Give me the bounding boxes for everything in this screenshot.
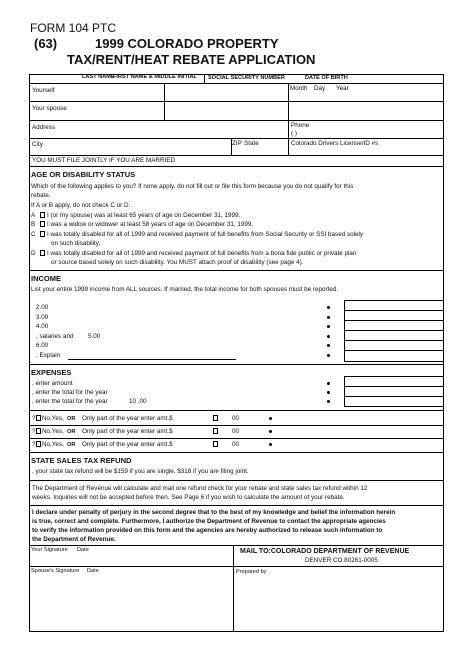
bullet bbox=[327, 306, 330, 309]
phone-paren: ( ) bbox=[291, 130, 297, 137]
label-city: City bbox=[32, 141, 43, 148]
income-line-1: 2.00 bbox=[36, 304, 49, 311]
yourself-name-field[interactable] bbox=[30, 85, 163, 100]
row-2-q: ? bbox=[32, 428, 36, 435]
spouse-dob-field[interactable] bbox=[289, 103, 443, 119]
income-line-4-label: , salaries and bbox=[36, 333, 74, 340]
row-1-opts: No,Yes, bbox=[42, 415, 64, 422]
sales-tax-heading: STATE SALES TAX REFUND bbox=[31, 456, 132, 465]
row-2-text: Only part of the year enter amt.$ bbox=[82, 428, 173, 435]
income-line-4-value: 5.00 bbox=[88, 333, 101, 340]
expenses-line-1: , enter amount bbox=[32, 380, 73, 387]
col-dob: DATE OF BIRTH bbox=[305, 75, 348, 81]
notice-line-2: weeks. Inquiries will not be accepted before then. See Page 6 if you wish to calculate the amount of your rebate. bbox=[32, 494, 345, 501]
income-line-5: 6.00 bbox=[36, 342, 49, 349]
bullet bbox=[327, 391, 330, 394]
row-2-suffix: 00 bbox=[232, 428, 240, 435]
age-c-text-2: on such disability. bbox=[51, 240, 101, 247]
label-year: Year bbox=[336, 85, 349, 92]
declaration-line-4: the Department of Revenue. bbox=[32, 536, 116, 543]
age-c-checkbox[interactable] bbox=[40, 231, 45, 237]
label-month: Month bbox=[290, 85, 308, 92]
row-2-amount-box[interactable] bbox=[213, 428, 218, 434]
label-spouse-signature: Spouse's Signature bbox=[31, 568, 80, 574]
bullet bbox=[327, 335, 330, 338]
age-c-text-1: I was totally disabled for all of 1999 and received payment of full benefits from Social Security or SSI based solely bbox=[47, 231, 364, 238]
row-3-opts: No,Yes, bbox=[42, 441, 64, 448]
expenses-line-3-value: 10 .00 bbox=[129, 398, 147, 405]
label-state: State bbox=[244, 140, 259, 147]
label-spouse-date: Date bbox=[87, 568, 99, 574]
income-line-3: 4.00 bbox=[36, 323, 49, 330]
row-1-q: ? bbox=[32, 415, 36, 422]
label-day: Day bbox=[314, 85, 326, 92]
age-d-text-2: or source based solely on such disability. You MUST attach proof of disability (see page 4). bbox=[51, 259, 304, 266]
label-your-signature: Your Signature bbox=[31, 547, 68, 553]
bullet bbox=[327, 325, 330, 328]
bullet bbox=[327, 354, 330, 357]
expenses-amount-box[interactable] bbox=[344, 376, 444, 407]
prepared-by-field[interactable] bbox=[234, 576, 443, 631]
income-heading: INCOME bbox=[31, 274, 61, 283]
zip-state-field[interactable] bbox=[232, 148, 287, 154]
row-1-or: OR bbox=[67, 416, 76, 422]
bullet bbox=[327, 344, 330, 347]
bullet bbox=[269, 430, 272, 433]
age-c-letter: C bbox=[31, 231, 36, 238]
age-d-text-1: I was totally disabled for all of 1999 and received payment of full benefits from a bona fide public or private plan bbox=[47, 250, 357, 257]
city-field[interactable] bbox=[30, 140, 230, 154]
spouse-name-field[interactable] bbox=[30, 103, 163, 119]
age-intro-2: rebate. bbox=[31, 192, 51, 199]
age-b-letter: B bbox=[31, 221, 36, 228]
notice-line-1: The Department of Revenue will calculate and mail one refund check for your rebate and state sales tax refund within 12 bbox=[32, 485, 368, 492]
label-phone: Phone bbox=[291, 122, 310, 129]
label-spouse: Your spouse bbox=[32, 105, 67, 112]
form-code: (63) bbox=[34, 36, 58, 51]
row-2-no-checkbox[interactable] bbox=[36, 428, 41, 434]
mail-city: DENVER CO 80261-0005 bbox=[305, 557, 378, 564]
age-a-checkbox[interactable] bbox=[40, 212, 45, 218]
age-a-text: I (or my spouse) was at least 65 years of age on December 31, 1999. bbox=[47, 212, 241, 219]
age-intro-1: Which of the following applies to you? If none apply, do not fill out or file this form because you do not qualify for this bbox=[31, 183, 354, 190]
age-heading: AGE OR DISABILITY STATUS bbox=[31, 170, 136, 179]
row-3-suffix: 00 bbox=[232, 441, 240, 448]
row-3-no-checkbox[interactable] bbox=[36, 441, 41, 447]
spouse-signature-field[interactable] bbox=[30, 575, 232, 631]
row-2-or: OR bbox=[67, 429, 76, 435]
row-1-no-checkbox[interactable] bbox=[36, 415, 41, 421]
declaration-line-3: to verify the information provided on this form and the agencies are hereby authorized to release such information to bbox=[32, 527, 383, 534]
your-signature-field[interactable] bbox=[30, 554, 232, 565]
age-b-checkbox[interactable] bbox=[40, 221, 45, 227]
age-d-letter: D bbox=[31, 250, 36, 257]
declaration-line-2: is true, correct and complete. Furthermore, I authorize the Department of Revenue to contact the appropriate agencies bbox=[32, 518, 386, 525]
phone-field[interactable] bbox=[289, 122, 443, 137]
form-title-line1: 1999 COLORADO PROPERTY bbox=[95, 36, 279, 51]
row-3-text: Only part of the year enter amt.$ bbox=[82, 441, 173, 448]
row-3-or: OR bbox=[67, 442, 76, 448]
label-your-date: Date bbox=[77, 547, 89, 553]
expenses-line-3-label: , enter the total for the year bbox=[32, 398, 108, 405]
income-line-2: 3.00 bbox=[36, 314, 49, 321]
row-3-q: ? bbox=[32, 441, 36, 448]
bullet bbox=[269, 443, 272, 446]
label-prepared-by: Prepared by bbox=[236, 569, 267, 575]
row-1-text: Only part of the year enter amt.$ bbox=[82, 415, 173, 422]
age-a-letter: A bbox=[31, 212, 36, 219]
row-3-amount-box[interactable] bbox=[213, 441, 218, 447]
age-d-checkbox[interactable] bbox=[40, 250, 45, 256]
address-field[interactable] bbox=[30, 122, 287, 137]
bullet bbox=[327, 400, 330, 403]
bullet bbox=[327, 316, 330, 319]
col-ssn: SOCIAL SECURITY NUMBER bbox=[208, 75, 285, 81]
form-title-line2: TAX/RENT/HEAT REBATE APPLICATION bbox=[67, 52, 316, 67]
age-intro-3: If A or B apply, do not check C or D. bbox=[31, 202, 131, 209]
mail-to: MAIL TO:COLORADO DEPARTMENT OF REVENUE bbox=[240, 548, 410, 555]
bullet bbox=[269, 417, 272, 420]
bullet bbox=[327, 382, 330, 385]
label-address: Address bbox=[32, 124, 56, 131]
form-number: FORM 104 PTC bbox=[30, 21, 117, 35]
spouse-ssn-field[interactable] bbox=[166, 103, 287, 119]
label-yourself: Yourself bbox=[32, 87, 55, 94]
age-b-text: I was a widow or widower at least 58 years of age on December 31, 1999. bbox=[47, 221, 254, 228]
married-notice: YOU MUST FILE JOINTLY IF YOU ARE MARRIED bbox=[32, 157, 175, 164]
label-license: Colorado Drivers License/ID #s bbox=[291, 140, 379, 147]
col-first-name: FIRST NAME & MIDDLE INITIAL bbox=[113, 74, 197, 80]
col-last-name: LAST NAME bbox=[82, 74, 115, 80]
row-2-opts: No,Yes, bbox=[42, 428, 64, 435]
expenses-line-2: , enter the total for the year bbox=[32, 389, 108, 396]
explain-line[interactable] bbox=[68, 359, 236, 360]
income-line-6-label: , Explain bbox=[36, 352, 61, 359]
row-1-suffix: 00 bbox=[232, 415, 240, 422]
label-zip: ZIP bbox=[232, 140, 242, 147]
sales-tax-text: , your state tax refund will be $159 if you are single, $318 if you are filing joint. bbox=[32, 468, 249, 475]
yourself-ssn-field[interactable] bbox=[166, 85, 287, 100]
yourself-dob-field[interactable] bbox=[289, 94, 443, 101]
declaration-line-1: I declare under penalty of perjury in the second degree that to the best of my knowledge and belief the information herein bbox=[32, 509, 396, 516]
license-field[interactable] bbox=[289, 148, 443, 154]
row-1-amount-box[interactable] bbox=[213, 415, 218, 421]
expenses-heading: EXPENSES bbox=[31, 368, 72, 377]
income-intro: List your entire 1999 income from ALL sources. If married, the total income for both spouses must be reported. bbox=[31, 286, 339, 293]
